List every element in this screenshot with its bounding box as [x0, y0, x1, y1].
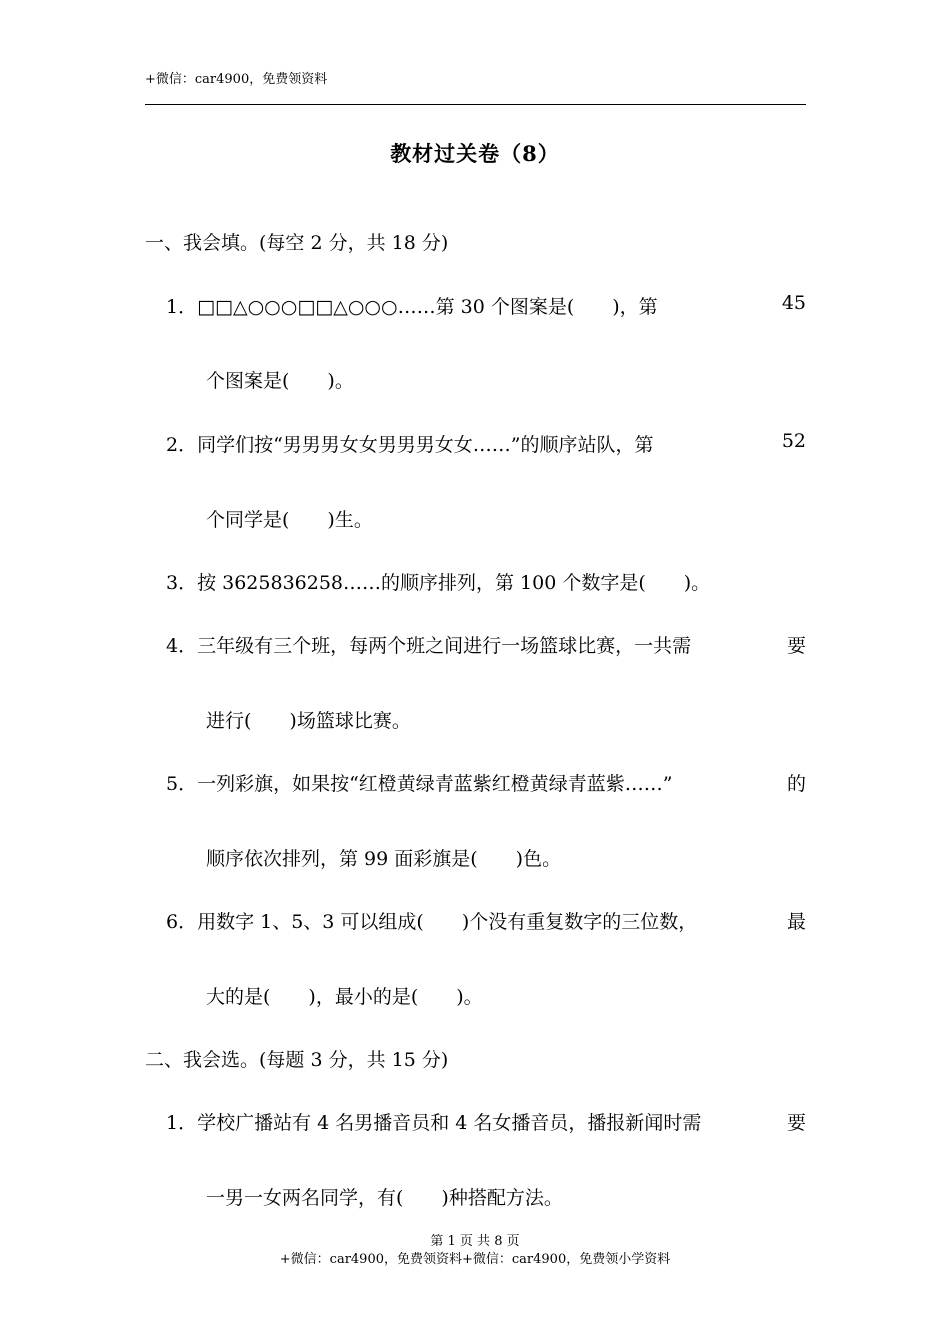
question-text: 2．同学们按“男男男女女男男男女女……”的顺序站队，第	[166, 434, 654, 456]
question-text-tail: 的	[786, 773, 806, 795]
question-text-tail: 52	[781, 430, 806, 452]
question-6-line-1	[166, 907, 806, 934]
question-text: 6．用数字 1、5、3 可以组成( )个没有重复数字的三位数，	[166, 911, 698, 933]
question-text: 5．一列彩旗，如果按“红橙黄绿青蓝紫红橙黄绿青蓝紫……”	[166, 773, 673, 795]
question-2-line-1	[166, 430, 806, 457]
question-5-line-2: 顺序依次排列，第 99 面彩旗是( )色。	[206, 848, 562, 870]
question-3-line-1: 3．按 3625836258……的顺序排列，第 100 个数字是( )。	[166, 572, 711, 594]
footer-note: +微信：car4900，免费领资料+微信：car4900，免费领小学资料	[279, 1252, 671, 1267]
header-divider	[145, 104, 806, 105]
question-1-line-2: 个图案是( )。	[206, 370, 354, 392]
header-note: +微信：car4900，免费领资料	[145, 72, 328, 87]
question-text: 1．□□△○○○□□△○○○……第 30 个图案是( )，第	[166, 296, 658, 318]
question-1-line-1	[166, 292, 806, 319]
question-text-tail: 要	[786, 1112, 806, 1134]
page-number: 第 1 页 共 8 页	[430, 1234, 520, 1249]
page-title: 教材过关卷（8）	[390, 141, 560, 166]
choice-question-1-line-1	[166, 1108, 806, 1135]
question-2-line-2: 个同学是( )生。	[206, 509, 373, 531]
section-heading-fill: 一、我会填。(每空 2 分，共 18 分)	[145, 232, 449, 254]
choice-question-1-line-2: 一男一女两名同学，有( )种搭配方法。	[206, 1187, 563, 1209]
question-text-tail: 最	[786, 911, 806, 933]
section-heading-choose: 二、我会选。(每题 3 分，共 15 分)	[145, 1049, 449, 1071]
question-4-line-2: 进行( )场篮球比赛。	[206, 710, 411, 732]
question-text-tail: 要	[786, 635, 806, 657]
question-text-tail: 45	[781, 292, 806, 314]
question-6-line-2: 大的是( )，最小的是( )。	[206, 986, 483, 1008]
question-text: 1．学校广播站有 4 名男播音员和 4 名女播音员，播报新闻时需	[166, 1112, 702, 1134]
question-4-line-1	[166, 631, 806, 658]
question-text: 4．三年级有三个班，每两个班之间进行一场篮球比赛，一共需	[166, 635, 692, 657]
question-5-line-1	[166, 769, 806, 796]
